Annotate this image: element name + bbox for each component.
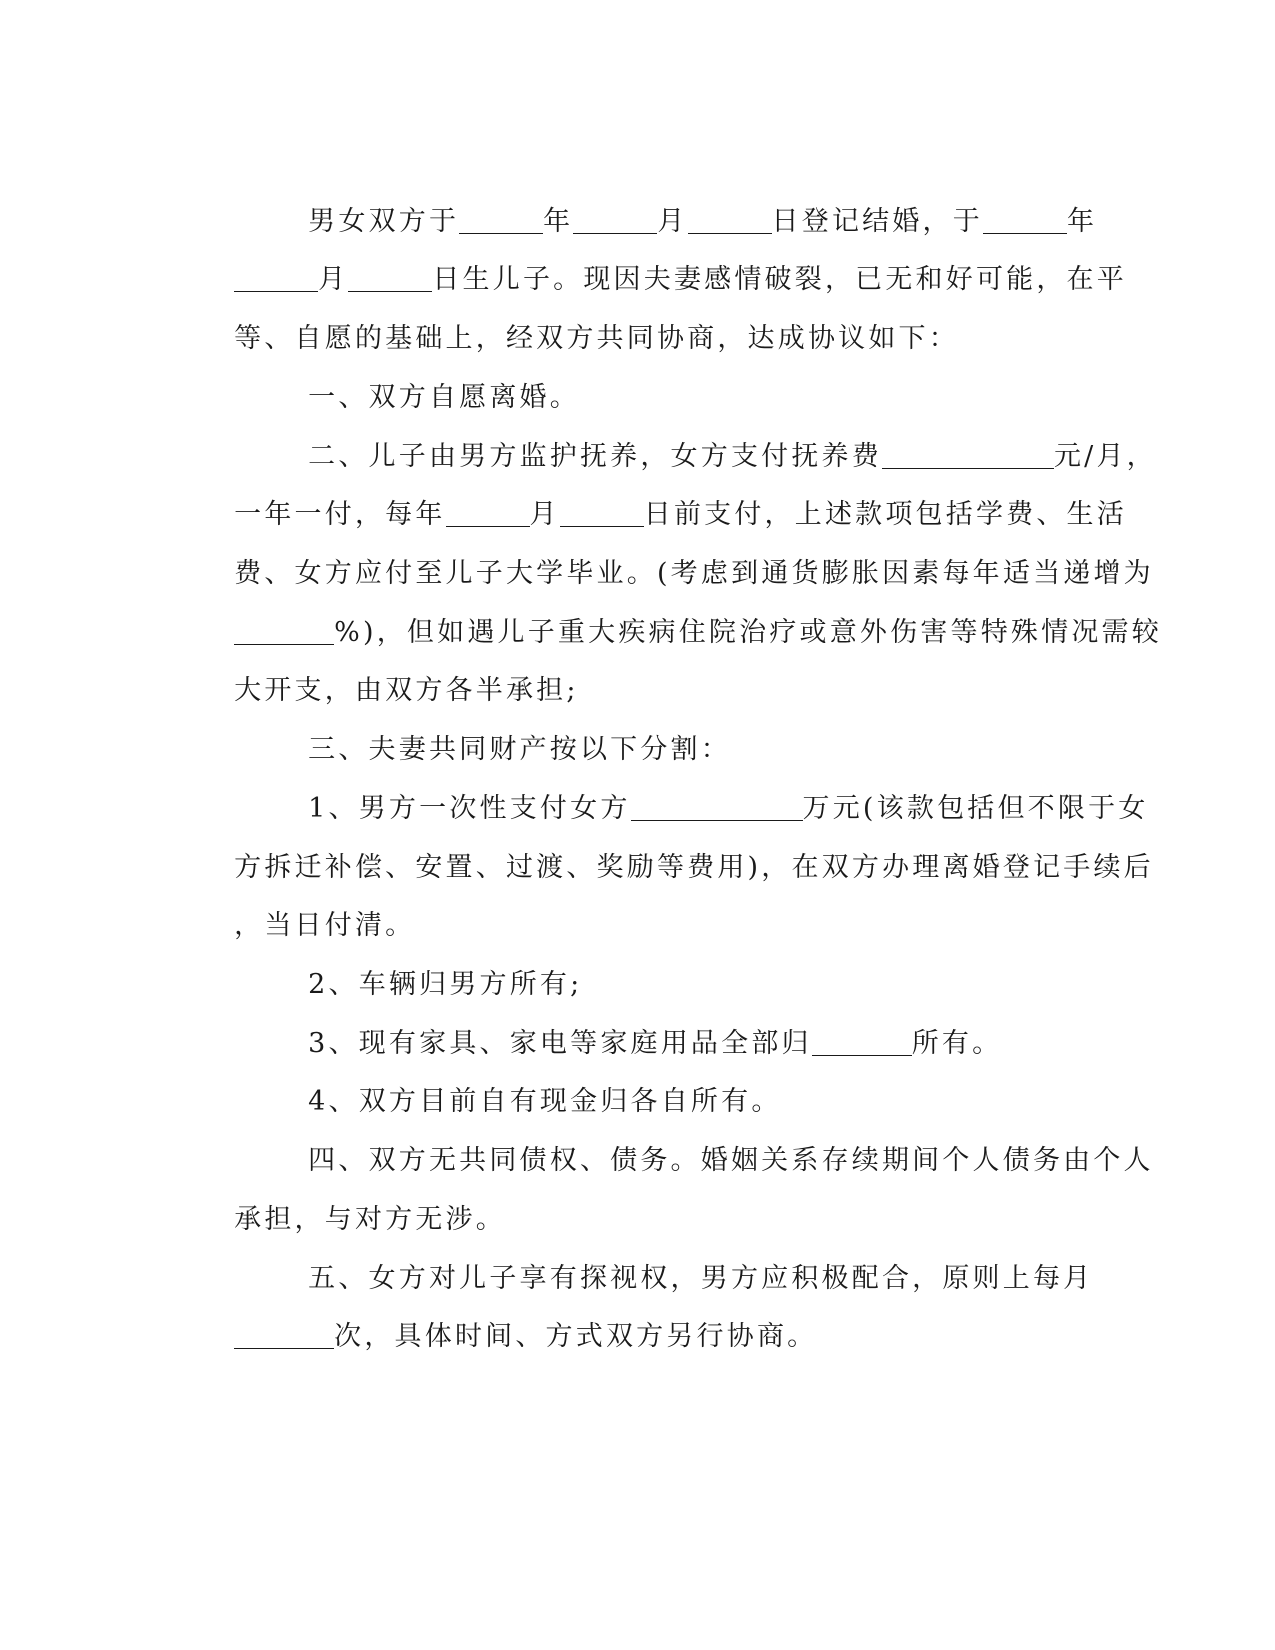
text-line	[187, 338, 1171, 413]
text: 方拆迁补偿、安置、过渡、奖励等费用)，在双方办理离婚登记手续后	[234, 852, 1154, 883]
text: 承担，与对方无涉。	[234, 1204, 506, 1235]
text: 月	[318, 264, 349, 295]
text-line	[187, 749, 1171, 824]
text-line	[187, 279, 1097, 354]
text-line	[187, 1042, 1171, 1117]
text-line	[187, 631, 1097, 706]
text: 三、夫妻共同财产按以下分割：	[308, 734, 731, 765]
text: 2、车辆归男方所有;	[308, 969, 583, 1000]
text: 次，具体时间、方式双方另行协商。	[334, 1321, 818, 1352]
text: 日生儿子。现因夫妻感情破裂，已无和好可能，在平	[432, 264, 1127, 295]
blank-field	[234, 1318, 334, 1349]
text: 日登记结婚，于	[771, 206, 983, 237]
text: 月	[657, 206, 688, 237]
text-line	[187, 925, 1171, 1000]
text: 四、双方无共同债权、债务。婚姻关系存续期间个人债务由个人	[308, 1145, 1154, 1176]
text: %)，但如遇儿子重大疾病住院治疗或意外伤害等特殊情况需较	[334, 617, 1162, 648]
text: 3、现有家具、家电等家庭用品全部归	[308, 1028, 812, 1059]
text: 一、双方自愿离婚。	[308, 382, 580, 413]
text: 一年一付，每年	[234, 499, 446, 530]
text: 二、儿子由男方监护抚养，女方支付抚养费	[308, 441, 882, 472]
text-line	[187, 1160, 1097, 1235]
text: 年	[1066, 206, 1098, 237]
text: 4、双方目前自有现金归各自所有。	[308, 1086, 782, 1117]
text-line	[187, 866, 1097, 941]
text: 1、男方一次性支付女方	[308, 793, 631, 824]
text: 所有。	[911, 1028, 1003, 1059]
text-line	[187, 397, 1171, 472]
text: 月	[529, 499, 560, 530]
text: 男女双方于	[308, 206, 460, 237]
text-line	[187, 1101, 1171, 1176]
text: 等、自愿的基础上，经双方共同协商，达成协议如下：	[234, 323, 959, 354]
text: 大开支，由双方各半承担;	[234, 675, 579, 706]
text-line	[187, 220, 1127, 295]
text: 日前支付，上述款项包括学费、生活	[643, 499, 1127, 530]
text-line	[187, 984, 1171, 1059]
text-line	[187, 1219, 1171, 1294]
text-line	[187, 1277, 1097, 1352]
text-line	[187, 455, 1127, 530]
text-line	[187, 690, 1171, 765]
text: ，当日付清。	[234, 910, 416, 941]
text: 费、女方应付至儿子大学毕业。(考虑到通货膨胀因素每年适当递增为	[234, 558, 1154, 589]
text: 五、女方对儿子享有探视权，男方应积极配合，原则上每月	[308, 1263, 1094, 1294]
text-line	[187, 162, 1171, 237]
text: 万元(该款包括但不限于女	[802, 793, 1149, 824]
text: 元/月，	[1053, 441, 1157, 472]
text: 年	[543, 206, 574, 237]
